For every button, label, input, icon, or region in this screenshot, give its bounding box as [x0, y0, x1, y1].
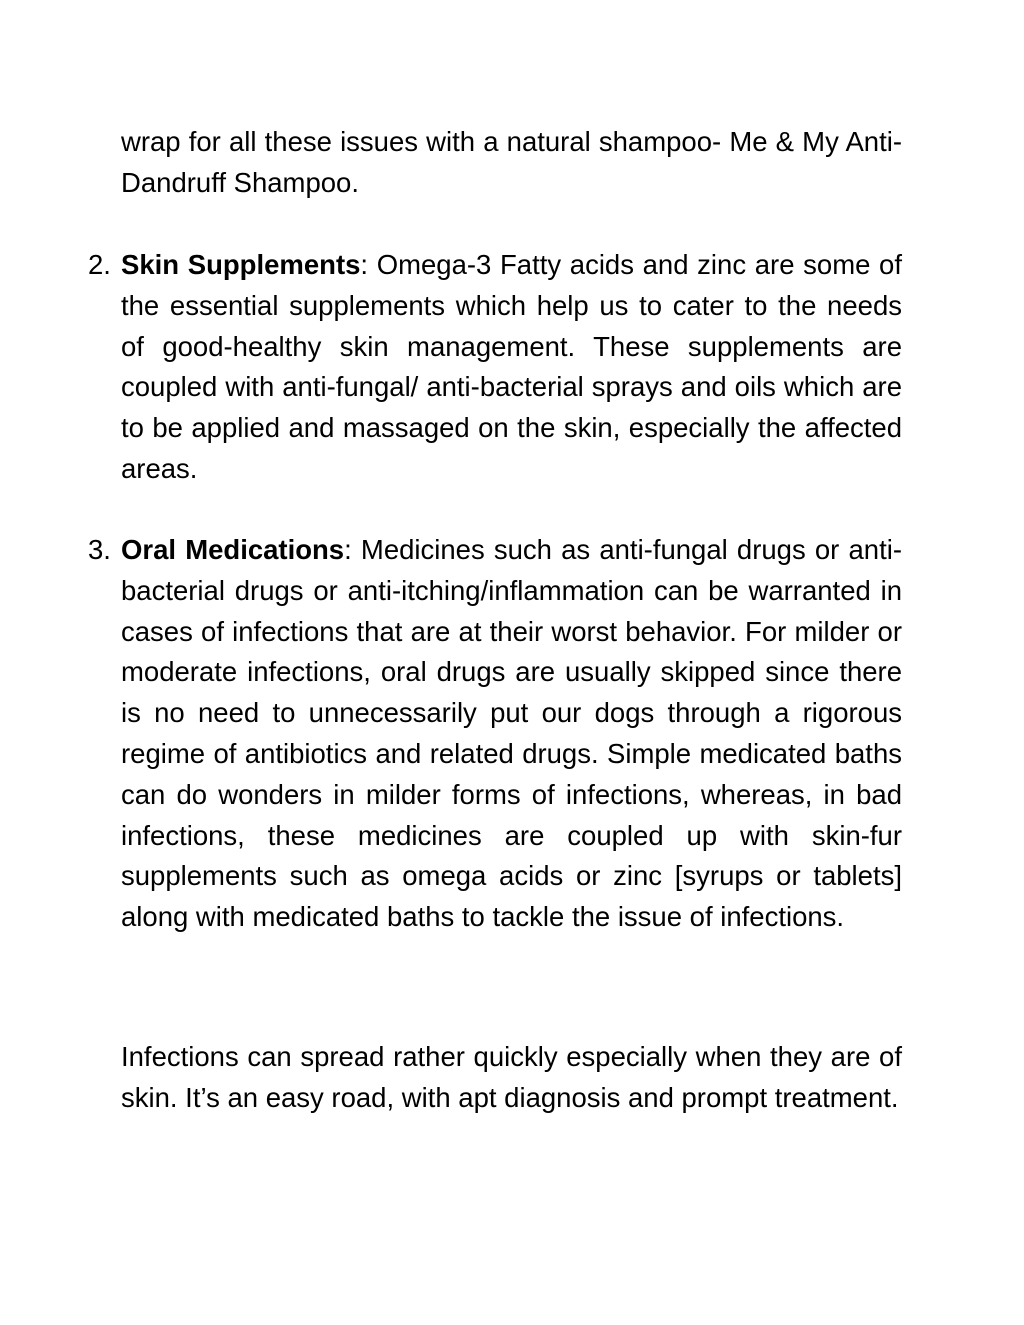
- continuation-paragraph: wrap for all these issues with a natural shampoo- Me & My Anti-Dandruff Shampoo.: [121, 126, 902, 198]
- list-item-number: 3.: [88, 534, 111, 565]
- closing-paragraph: Infections can spread rather quickly especially when they are of skin. It’s an easy road, with apt diagnosis and prompt treatment.: [121, 1041, 902, 1113]
- list-item-term: Oral Medications: [121, 534, 345, 565]
- list-item-skin-supplements: [88, 245, 902, 490]
- list-item-separator: :: [344, 534, 352, 565]
- list-item-body: Medicines such as anti-fungal drugs or anti-bacterial drugs or anti-itching/inflammation can be warranted in cases of infections that are at their worst behavior. For milder or moderate infections, oral drugs are usually skipped since there is no need to unnecessarily put our dogs through a rigorous regime of antibiotics and related drugs. Simple medicated baths can do wonders in milder forms of infections, whereas, in bad infections, these medicines are coupled up with skin-fur supplements such as omega acids or zinc [syrups or tablets] along with medicated baths to tackle the issue of infections.: [121, 534, 902, 933]
- list-item-oral-medications: [88, 530, 902, 938]
- list-item-body: Omega-3 Fatty acids and zinc are some of the essential supplements which help us to cater to the needs of good-healthy skin management. These supplements are coupled with anti-fungal/ anti-bacterial sprays and oils which are to be applied and massaged on the skin, especially the affected areas.: [121, 249, 902, 484]
- list-item-number: 2.: [88, 249, 111, 280]
- list-item-term: Skin Supplements: [121, 249, 361, 280]
- list-item-separator: :: [360, 249, 369, 280]
